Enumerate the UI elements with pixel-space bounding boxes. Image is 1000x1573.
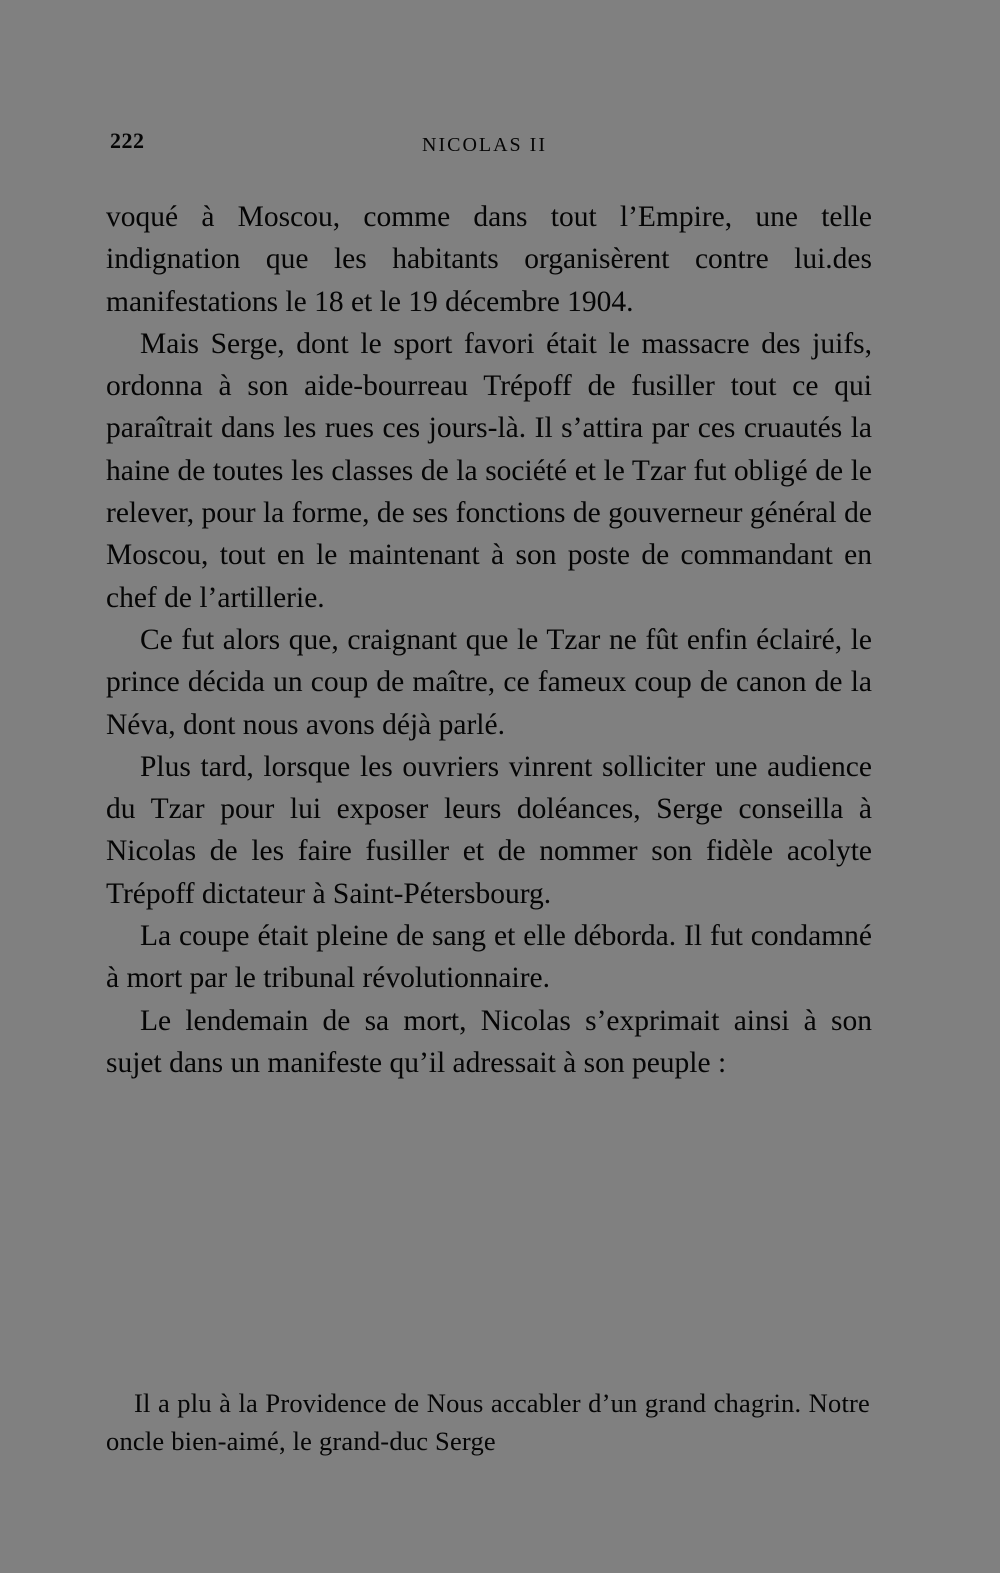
running-head	[110, 126, 870, 162]
paragraph: Ce fut alors que, craignant que le Tzar ne fût enfin éclairé, le prince décida un coup de maître, ce fameux coup de canon de la Néva, dont nous avons déjà parlé.	[106, 623, 872, 741]
body-text	[106, 196, 872, 1084]
paragraph: La coupe était pleine de sang et elle déborda. Il fut condamné à mort par le tribunal révolutionnaire.	[106, 920, 872, 995]
running-title: NICOLAS II	[422, 134, 547, 156]
paragraph-continued: voqué à Moscou, comme dans tout l’Empire, une telle indignation que les habitants organisèrent contre lui.des manifestations le 18 et le 19 décembre 1904.	[106, 201, 872, 318]
page-number: 222	[110, 128, 145, 153]
paragraph: Mais Serge, dont le sport favori était le massacre des juifs, ordonna à son aide-bourreau Trépoff de fusiller tout ce qui paraîtrait dans les rues ces jours-là. Il s’attira par ces cruautés la haine de toutes les classes de la société et le Tzar fut obligé de le relever, pour la forme, de ses fonctions de gouverneur général de Moscou, tout en le maintenant à son poste de commandant en chef de l’artillerie.	[106, 327, 872, 614]
paragraph: Plus tard, lorsque les ouvriers vinrent solliciter une audience du Tzar pour lui exposer leurs doléances, Serge conseilla à Nicolas de les faire fusiller et de nommer son fidèle acolyte Trépoff dictateur à Saint-Pétersbourg.	[106, 750, 872, 910]
paragraph: Le lendemain de sa mort, Nicolas s’exprimait ainsi à son sujet dans un manifeste qu’il adressait à son peuple :	[106, 1004, 872, 1079]
quote-paragraph: Il a plu à la Providence de Nous accabler d’un grand chagrin. Notre oncle bien-aimé, le grand-duc Serge	[106, 1388, 870, 1456]
manifesto-quote	[106, 1384, 870, 1460]
